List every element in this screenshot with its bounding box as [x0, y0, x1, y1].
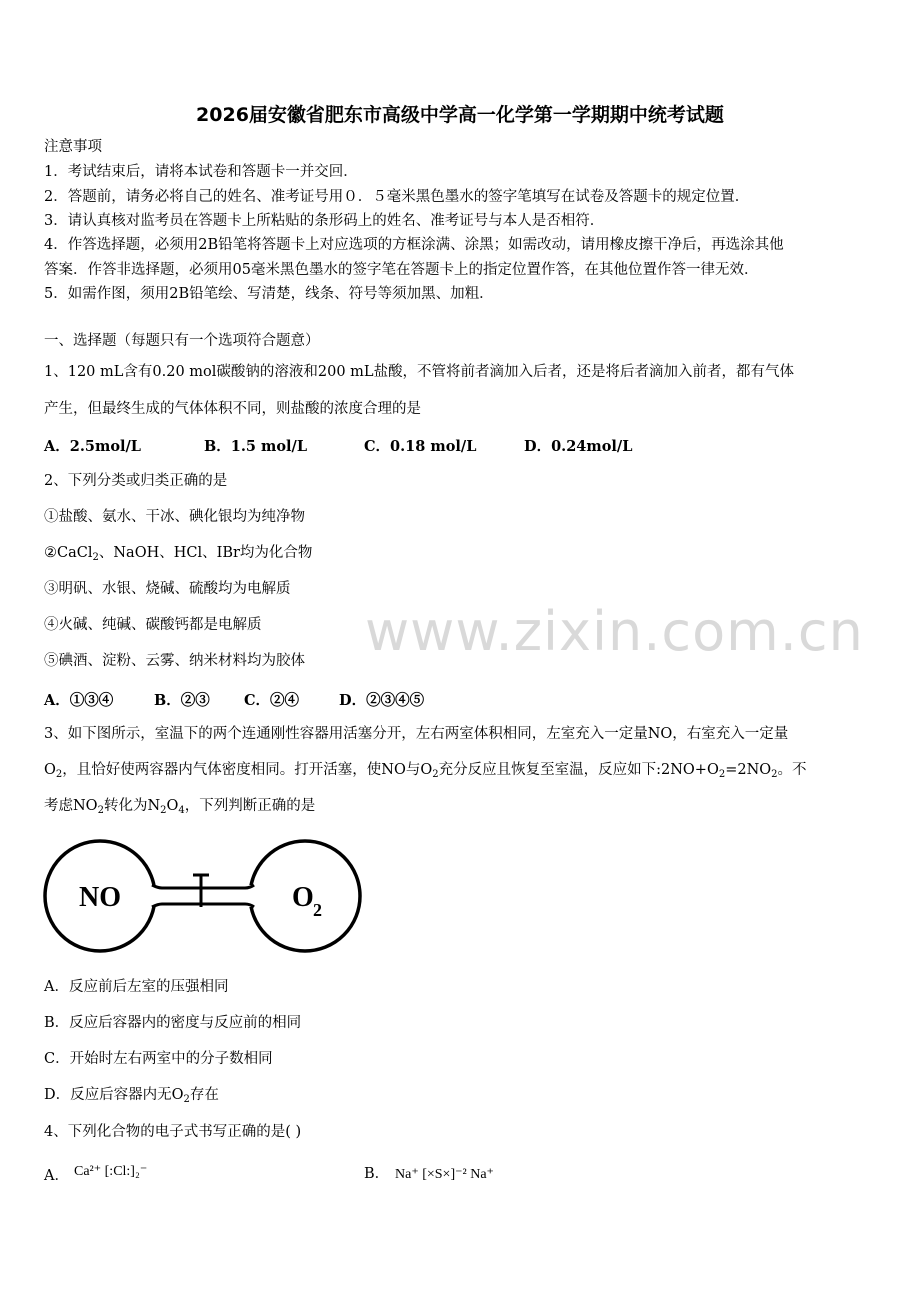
page-title: 2026届安徽省肥东市高级中学高一化学第一学期期中统考试题 [196, 104, 724, 126]
notice-item: 3．请认真核对监考员在答题卡上所粘贴的条形码上的姓名、准考证号与本人是否相符． [44, 213, 605, 229]
notice-item: 1．考试结束后，请将本试卷和答题卡一并交回． [44, 164, 358, 180]
q3-stem-line2: $O_2$，且恰好使两容器内气体密度相同。打开活塞，使NO与$O_2$充分反应且恢复至室温，反应如下$:2NO+O_2=2NO_2$。不 [44, 762, 807, 780]
q2-option-b: B．②③ [154, 692, 210, 709]
q3-option-d: D．反应后容器内无$O_2$存在 [44, 1087, 219, 1105]
watermark: www.zixin.com.cn [365, 600, 864, 663]
notice-item: 4．作答选择题，必须用2B铅笔将答题卡上对应选项的方框涂满、涂黑；如需改动，请用橡皮擦干净后，再选涂其他 [44, 237, 784, 253]
q2-statement-4: ④火碱、纯碱、碳酸钙都是电解质 [44, 617, 262, 633]
q1-option-d: D．0.24mol/L [524, 438, 633, 455]
q2-statement-1: ①盐酸、氨水、干冰、碘化银均为纯净物 [44, 509, 305, 525]
diagram-label-o2: O [292, 882, 314, 913]
q3-stem-line3: 考虑$NO_2$转化为$N_2O_4$，下列判断正确的是 [44, 798, 316, 816]
container-diagram [40, 838, 370, 958]
q4-option-b-label: B． [364, 1166, 390, 1182]
q1-option-c: C．0.18 mol/L [364, 438, 477, 455]
q3-stem-line1: 3、如下图所示，室温下的两个连通刚性容器用活塞分开，左右两室体积相同，左室充入一定量NO，右室充入一定量 [44, 726, 789, 742]
q3-option-c: C．开始时左右两室中的分子数相同 [44, 1051, 273, 1067]
q4-stem: 4、下列化合物的电子式书写正确的是( ) [44, 1124, 302, 1140]
q2-statement-2: ②CaCl$_2$、NaOH、HCl、IBr均为化合物 [44, 545, 313, 563]
q3-option-b: B．反应后容器内的密度与反应前的相同 [44, 1015, 302, 1031]
notice-heading: 注意事项 [44, 139, 102, 155]
q3-option-a: A．反应前后左室的压强相同 [44, 979, 229, 995]
diagram-label-no: NO [79, 882, 121, 913]
section-heading: 一、选择题（每题只有一个选项符合题意） [44, 333, 320, 349]
q2-option-d: D．②③④⑤ [339, 692, 425, 709]
q1-option-a: A．2.5mol/L [44, 438, 141, 455]
q2-option-c: C．②④ [244, 692, 300, 709]
q1-stem-line2: 产生，但最终生成的气体体积不同，则盐酸的浓度合理的是 [44, 401, 421, 417]
notice-item: 5．如需作图，须用2B铅笔绘、写清楚，线条、符号等须加黑、加粗． [44, 286, 494, 302]
diagram-label-o2-sub: 2 [313, 900, 322, 920]
q1-option-b: B．1.5 mol/L [204, 438, 308, 455]
q2-option-a: A．①③④ [44, 692, 114, 709]
notice-item: 答案．作答非选择题，必须用05毫米黑色墨水的签字笔在答题卡上的指定位置作答，在其他位置作答一律无效． [44, 262, 759, 278]
q4-option-b-formula: Na⁺ [×S×]⁻² Na⁺ [395, 1167, 494, 1182]
q1-stem-line1: 1、120 mL含有0.20 mol碳酸钠的溶液和200 mL盐酸，不管将前者滴加入后者，还是将后者滴加入前者，都有气体 [44, 364, 795, 380]
notice-item: 2．答题前，请务必将自己的姓名、准考证号用０．５毫米黑色墨水的签字笔填写在试卷及答题卡的规定位置． [44, 189, 750, 205]
q2-statement-5: ⑤碘酒、淀粉、云雾、纳米材料均为胶体 [44, 653, 305, 669]
q2-stem: 2、下列分类或归类正确的是 [44, 473, 228, 489]
q2-statement-3: ③明矾、水银、烧碱、硫酸均为电解质 [44, 581, 291, 597]
q4-option-a-label: A． [44, 1168, 69, 1184]
q4-option-a-formula: Ca²⁺ [:Cl:]₂⁻ [74, 1164, 148, 1179]
